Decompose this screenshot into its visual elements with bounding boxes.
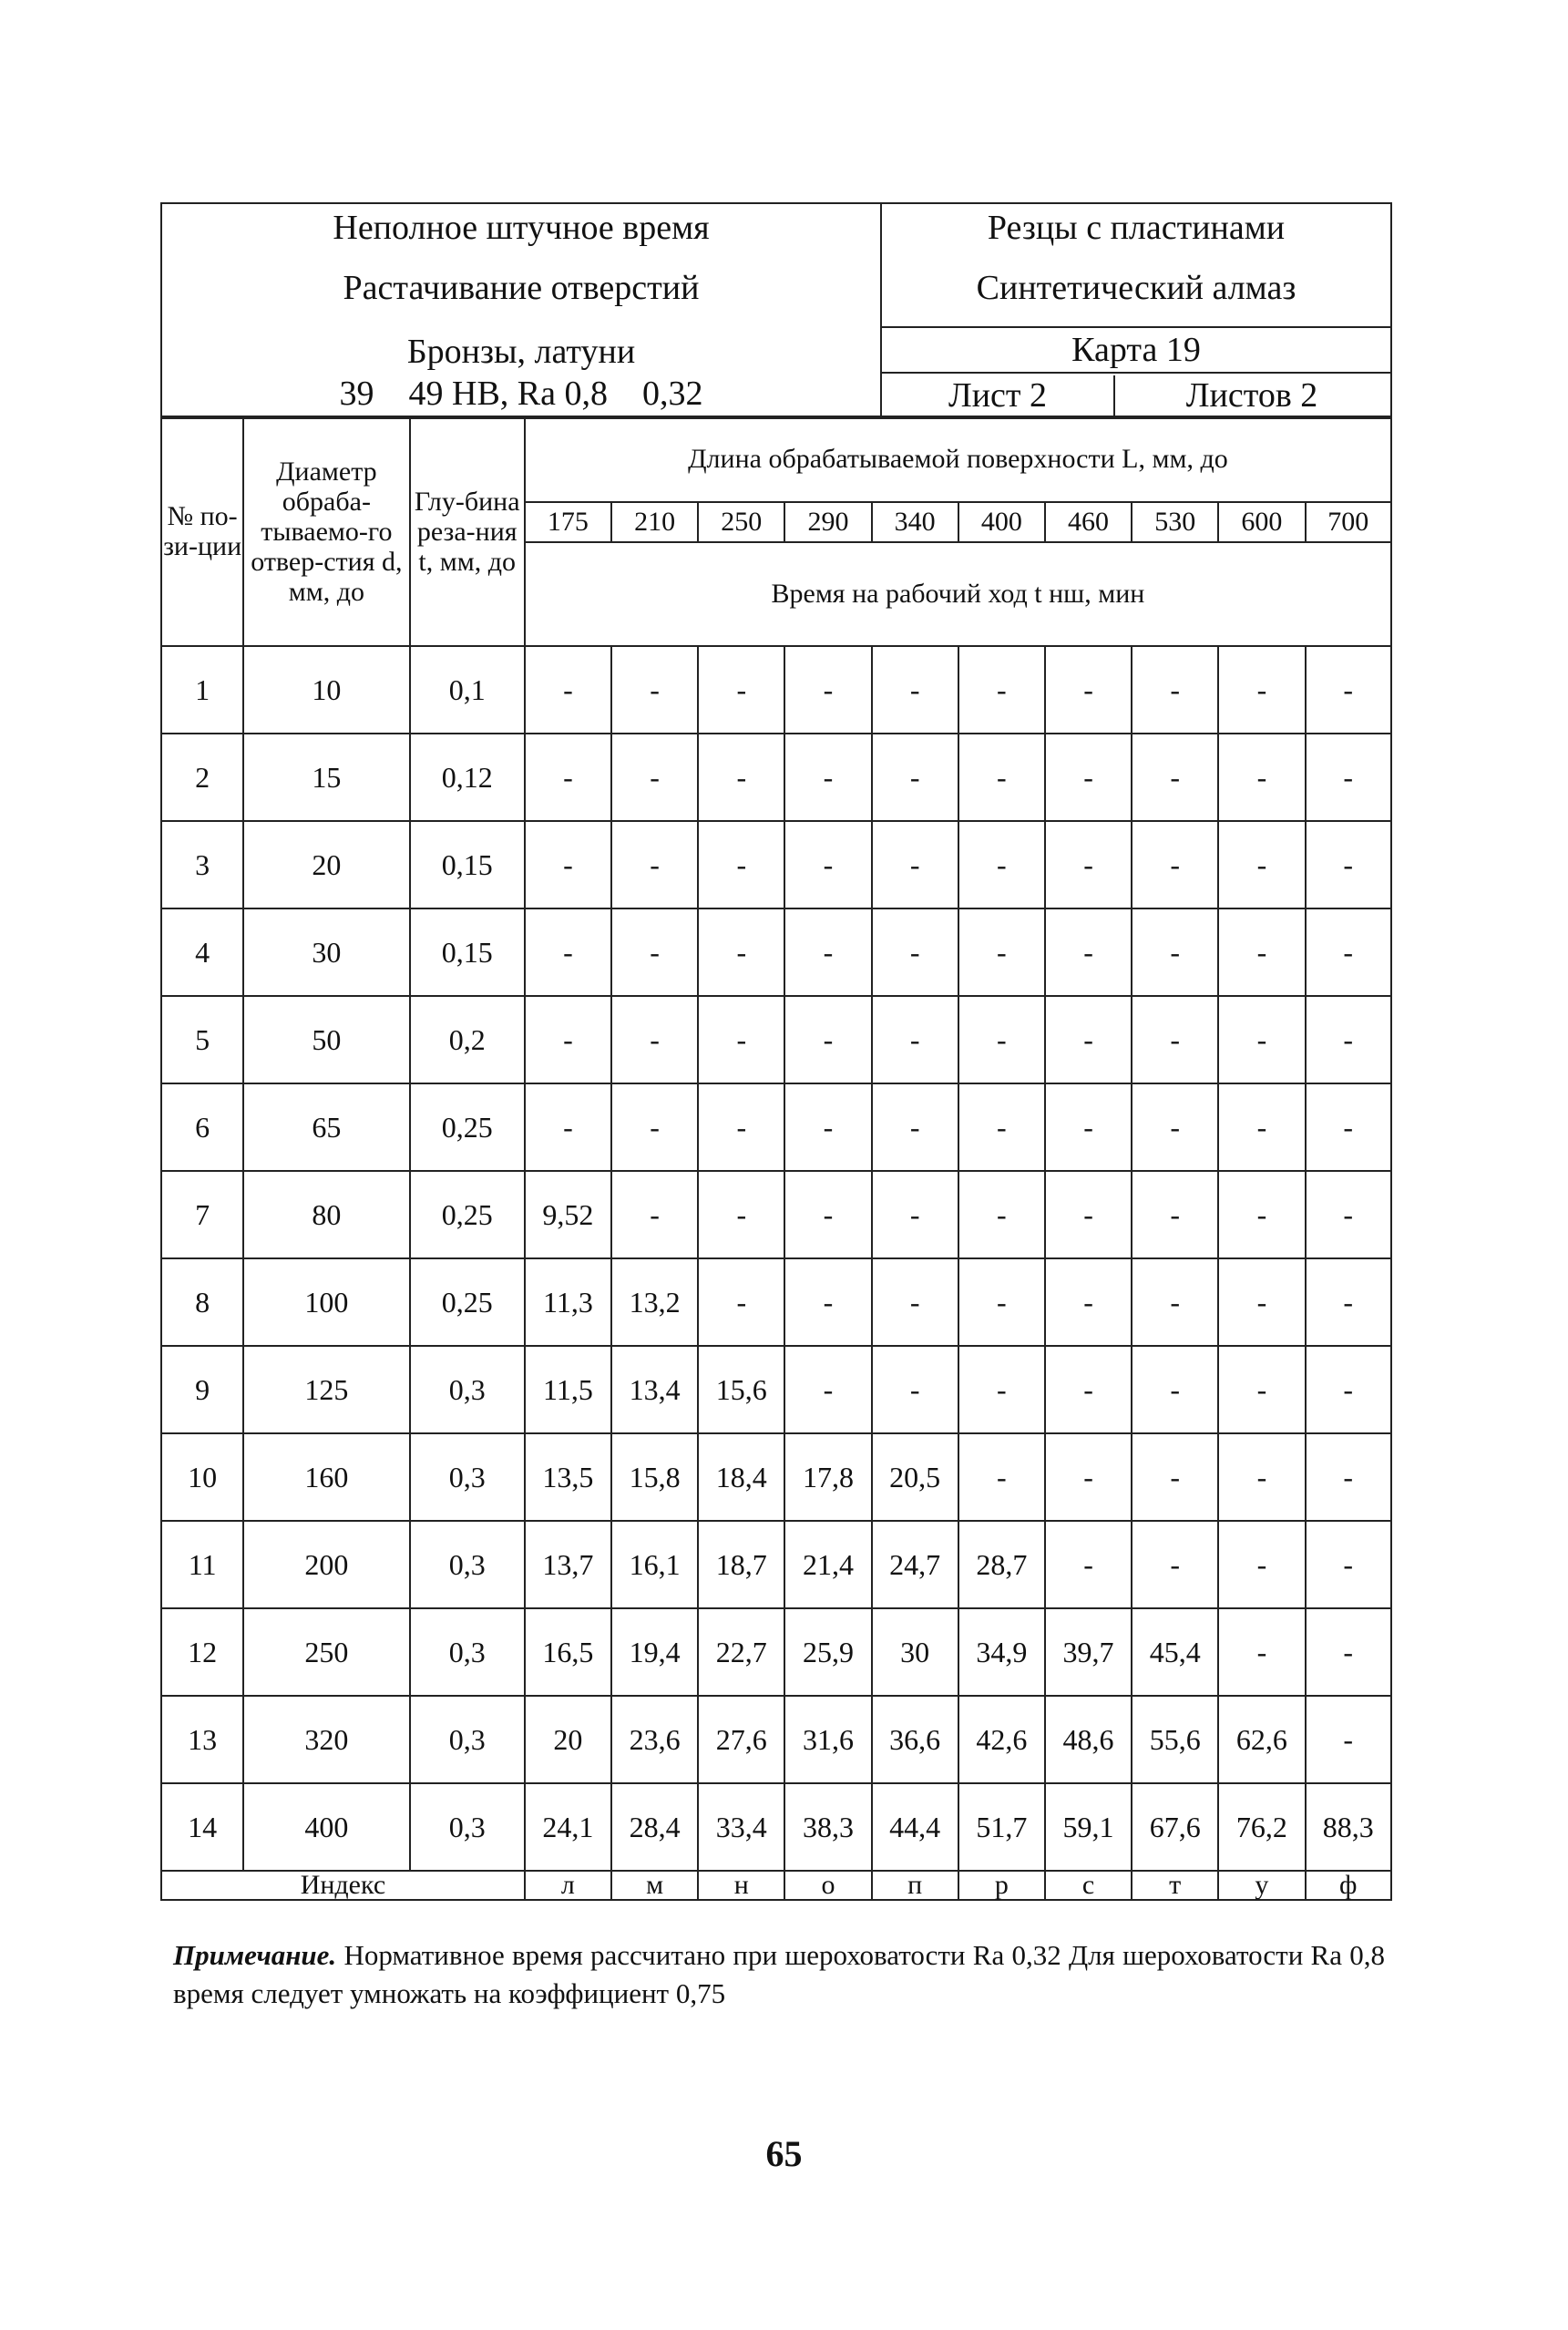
length-header: 700 xyxy=(1306,502,1391,542)
time-cell: - xyxy=(611,734,698,821)
time-cell: - xyxy=(872,908,958,996)
time-cell: - xyxy=(1218,734,1305,821)
index-cell: л xyxy=(525,1871,611,1900)
time-cell: - xyxy=(698,1171,784,1258)
time-cell: 13,5 xyxy=(525,1433,611,1521)
time-cell: - xyxy=(1045,734,1132,821)
time-cell: 21,4 xyxy=(784,1521,871,1608)
depth-cell: 0,3 xyxy=(410,1521,525,1608)
time-cell: 31,6 xyxy=(784,1696,871,1783)
time-cell: - xyxy=(958,1083,1045,1171)
header-tool: Резцы с пластинами xyxy=(987,209,1286,247)
index-cell: р xyxy=(958,1871,1045,1900)
time-cell: - xyxy=(1218,1433,1305,1521)
time-cell: 23,6 xyxy=(611,1696,698,1783)
depth-cell: 0,15 xyxy=(410,821,525,908)
time-cell: - xyxy=(1306,734,1391,821)
time-cell: - xyxy=(1218,1608,1305,1696)
time-cell: 13,4 xyxy=(611,1346,698,1433)
time-cell: - xyxy=(784,646,871,734)
time-cell: - xyxy=(1218,1083,1305,1171)
card-number: Карта 19 xyxy=(1071,331,1201,369)
time-cell: - xyxy=(1306,821,1391,908)
table-row xyxy=(161,1258,1391,1346)
time-cell: - xyxy=(958,734,1045,821)
time-cell: - xyxy=(1132,734,1218,821)
sheet-number: Лист 2 xyxy=(948,376,1048,415)
time-cell: - xyxy=(525,1083,611,1171)
time-cell: 62,6 xyxy=(1218,1696,1305,1783)
length-header: 600 xyxy=(1218,502,1305,542)
time-cell: - xyxy=(958,908,1045,996)
time-cell: - xyxy=(872,996,958,1083)
depth-cell: 0,15 xyxy=(410,908,525,996)
header-left-block xyxy=(162,204,882,417)
table-row xyxy=(161,996,1391,1083)
diameter-cell: 320 xyxy=(243,1696,409,1783)
position-cell: 2 xyxy=(161,734,243,821)
time-cell: 24,7 xyxy=(872,1521,958,1608)
time-cell: - xyxy=(958,1171,1045,1258)
time-cell: 51,7 xyxy=(958,1783,1045,1871)
time-cell: - xyxy=(1045,1258,1132,1346)
time-cell: 25,9 xyxy=(784,1608,871,1696)
header-divider xyxy=(882,326,1390,328)
length-header: 250 xyxy=(698,502,784,542)
depth-cell: 0,12 xyxy=(410,734,525,821)
length-header: 175 xyxy=(525,502,611,542)
time-cell: 16,5 xyxy=(525,1608,611,1696)
time-cell: - xyxy=(1132,1433,1218,1521)
time-cell: 27,6 xyxy=(698,1696,784,1783)
time-cell: - xyxy=(1045,1433,1132,1521)
time-cell: - xyxy=(958,1258,1045,1346)
table-row xyxy=(161,1783,1391,1871)
time-cell: - xyxy=(958,821,1045,908)
diameter-cell: 20 xyxy=(243,821,409,908)
time-cell: - xyxy=(1218,646,1305,734)
table-row xyxy=(161,734,1391,821)
time-cell: - xyxy=(1045,1083,1132,1171)
index-cell: н xyxy=(698,1871,784,1900)
time-cell: - xyxy=(1218,1346,1305,1433)
header-tool-material: Синтетический алмаз xyxy=(976,269,1296,307)
time-cell: - xyxy=(698,908,784,996)
diameter-cell: 80 xyxy=(243,1171,409,1258)
time-cell: - xyxy=(1306,1608,1391,1696)
depth-cell: 0,1 xyxy=(410,646,525,734)
time-cell: - xyxy=(784,1258,871,1346)
header-material: Бронзы, латуни xyxy=(406,333,636,371)
table-row xyxy=(161,1521,1391,1608)
time-cell: - xyxy=(1306,1258,1391,1346)
index-cell: т xyxy=(1132,1871,1218,1900)
time-cell: - xyxy=(1306,908,1391,996)
index-cell: п xyxy=(872,1871,958,1900)
footnote-text: Нормативное время рассчитано при шероховатости Ra 0,32 Для шероховатости Ra 0,8 время следует умножать на коэффициент 0,75 xyxy=(173,1939,1385,2009)
time-cell: - xyxy=(1306,1521,1391,1608)
time-cell: - xyxy=(698,1258,784,1346)
time-cell: - xyxy=(1045,908,1132,996)
depth-cell: 0,3 xyxy=(410,1346,525,1433)
time-cell: 76,2 xyxy=(1218,1783,1305,1871)
time-cell: - xyxy=(698,996,784,1083)
sheets-total: Листов 2 xyxy=(1185,376,1318,415)
position-cell: 9 xyxy=(161,1346,243,1433)
time-cell: - xyxy=(525,646,611,734)
time-cell: - xyxy=(1132,646,1218,734)
time-cell: - xyxy=(1306,1433,1391,1521)
diameter-cell: 10 xyxy=(243,646,409,734)
diameter-cell: 65 xyxy=(243,1083,409,1171)
time-cell: 67,6 xyxy=(1132,1783,1218,1871)
col-header-position: № по-зи-ции xyxy=(161,416,243,646)
diameter-cell: 125 xyxy=(243,1346,409,1433)
time-cell: - xyxy=(784,996,871,1083)
time-cell: - xyxy=(698,646,784,734)
time-cell: 55,6 xyxy=(1132,1696,1218,1783)
table-row xyxy=(161,908,1391,996)
diameter-cell: 400 xyxy=(243,1783,409,1871)
time-cell: 39,7 xyxy=(1045,1608,1132,1696)
time-cell: - xyxy=(525,908,611,996)
diameter-cell: 200 xyxy=(243,1521,409,1608)
time-cell: 88,3 xyxy=(1306,1783,1391,1871)
time-cell: - xyxy=(1306,1696,1391,1783)
position-cell: 10 xyxy=(161,1433,243,1521)
time-cell: 45,4 xyxy=(1132,1608,1218,1696)
time-cell: - xyxy=(1132,821,1218,908)
time-cell: 20 xyxy=(525,1696,611,1783)
time-cell: - xyxy=(1045,996,1132,1083)
time-cell: 44,4 xyxy=(872,1783,958,1871)
time-cell: - xyxy=(1045,1346,1132,1433)
position-cell: 7 xyxy=(161,1171,243,1258)
card-header xyxy=(160,202,1392,419)
depth-cell: 0,25 xyxy=(410,1258,525,1346)
index-cell: о xyxy=(784,1871,871,1900)
time-cell: - xyxy=(1218,908,1305,996)
time-cell: 30 xyxy=(872,1608,958,1696)
time-cell: 38,3 xyxy=(784,1783,871,1871)
diameter-cell: 100 xyxy=(243,1258,409,1346)
time-cell: 42,6 xyxy=(958,1696,1045,1783)
diameter-cell: 250 xyxy=(243,1608,409,1696)
time-cell: - xyxy=(1045,821,1132,908)
depth-cell: 0,3 xyxy=(410,1433,525,1521)
table-row xyxy=(161,646,1391,734)
time-cell: 13,7 xyxy=(525,1521,611,1608)
index-cell: ф xyxy=(1306,1871,1391,1900)
time-cell: - xyxy=(1218,821,1305,908)
time-cell: - xyxy=(784,1346,871,1433)
page-number: 65 xyxy=(765,2133,803,2174)
time-cell: - xyxy=(611,1083,698,1171)
length-header: 460 xyxy=(1045,502,1132,542)
time-cell: 13,2 xyxy=(611,1258,698,1346)
time-cell: - xyxy=(958,646,1045,734)
table-row xyxy=(161,821,1391,908)
time-cell: - xyxy=(784,821,871,908)
length-header: 340 xyxy=(872,502,958,542)
time-cell: - xyxy=(872,1171,958,1258)
time-cell: - xyxy=(1132,1083,1218,1171)
table-row xyxy=(161,1083,1391,1171)
depth-cell: 0,3 xyxy=(410,1696,525,1783)
diameter-cell: 160 xyxy=(243,1433,409,1521)
table-row xyxy=(161,1171,1391,1258)
time-cell: 15,6 xyxy=(698,1346,784,1433)
depth-cell: 0,3 xyxy=(410,1783,525,1871)
time-cell: 18,7 xyxy=(698,1521,784,1608)
length-header: 400 xyxy=(958,502,1045,542)
time-cell: - xyxy=(784,1171,871,1258)
length-header: 290 xyxy=(784,502,871,542)
time-cell: - xyxy=(872,734,958,821)
time-cell: - xyxy=(1218,996,1305,1083)
header-operation: Растачивание отверстий xyxy=(343,269,700,307)
time-cell: - xyxy=(1045,1171,1132,1258)
time-cell: 28,7 xyxy=(958,1521,1045,1608)
depth-cell: 0,2 xyxy=(410,996,525,1083)
time-cell: - xyxy=(611,908,698,996)
header-right-block xyxy=(882,204,1390,417)
time-cell: 48,6 xyxy=(1045,1696,1132,1783)
time-cell: - xyxy=(525,821,611,908)
time-cell: - xyxy=(611,996,698,1083)
time-cell: - xyxy=(698,1083,784,1171)
time-cell: 19,4 xyxy=(611,1608,698,1696)
header-hardness: 39 49 HB, Ra 0,8 0,32 xyxy=(339,375,703,413)
position-cell: 5 xyxy=(161,996,243,1083)
table-row xyxy=(161,1346,1391,1433)
time-cell: - xyxy=(784,734,871,821)
time-cell: - xyxy=(525,996,611,1083)
table-row xyxy=(161,1608,1391,1696)
footnote-label: Примечание. xyxy=(173,1939,337,1971)
position-cell: 14 xyxy=(161,1783,243,1871)
col-header-time: Время на рабочий ход t нш, мин xyxy=(525,542,1391,646)
time-cell: 18,4 xyxy=(698,1433,784,1521)
position-cell: 8 xyxy=(161,1258,243,1346)
time-cell: - xyxy=(611,646,698,734)
time-cell: - xyxy=(1132,1346,1218,1433)
col-header-depth: Глу-бина реза-ния t, мм, до xyxy=(410,416,525,646)
time-cell: - xyxy=(1306,1346,1391,1433)
time-cell: 16,1 xyxy=(611,1521,698,1608)
table-row xyxy=(161,1696,1391,1783)
time-cell: 34,9 xyxy=(958,1608,1045,1696)
position-cell: 4 xyxy=(161,908,243,996)
time-cell: - xyxy=(1306,646,1391,734)
time-norms-table xyxy=(160,416,1392,1901)
time-cell: - xyxy=(698,821,784,908)
position-cell: 13 xyxy=(161,1696,243,1783)
position-cell: 11 xyxy=(161,1521,243,1608)
time-cell: - xyxy=(958,1346,1045,1433)
time-cell: - xyxy=(611,821,698,908)
depth-cell: 0,25 xyxy=(410,1171,525,1258)
time-cell: 20,5 xyxy=(872,1433,958,1521)
length-header: 530 xyxy=(1132,502,1218,542)
time-cell: - xyxy=(872,646,958,734)
header-title: Неполное штучное время xyxy=(333,209,710,247)
time-cell: - xyxy=(525,734,611,821)
time-cell: - xyxy=(698,734,784,821)
header-divider xyxy=(882,372,1390,374)
col-header-diameter: Диаметр обраба-тываемо-го отвер-стия d, мм, до xyxy=(243,416,409,646)
time-cell: - xyxy=(784,908,871,996)
index-row xyxy=(161,1871,1391,1900)
time-cell: - xyxy=(1218,1258,1305,1346)
time-cell: - xyxy=(872,1083,958,1171)
time-cell: - xyxy=(1132,1171,1218,1258)
diameter-cell: 30 xyxy=(243,908,409,996)
time-cell: 11,3 xyxy=(525,1258,611,1346)
footnote xyxy=(173,1936,1385,2013)
time-cell: 9,52 xyxy=(525,1171,611,1258)
position-cell: 12 xyxy=(161,1608,243,1696)
time-cell: 17,8 xyxy=(784,1433,871,1521)
time-cell: - xyxy=(958,1433,1045,1521)
time-cell: - xyxy=(1132,908,1218,996)
time-cell: - xyxy=(872,1346,958,1433)
index-label: Индекс xyxy=(161,1871,525,1900)
length-header: 210 xyxy=(611,502,698,542)
position-cell: 6 xyxy=(161,1083,243,1171)
time-cell: 33,4 xyxy=(698,1783,784,1871)
position-cell: 3 xyxy=(161,821,243,908)
time-cell: 24,1 xyxy=(525,1783,611,1871)
time-cell: - xyxy=(1306,1083,1391,1171)
index-cell: м xyxy=(611,1871,698,1900)
time-cell: - xyxy=(1218,1171,1305,1258)
diameter-cell: 50 xyxy=(243,996,409,1083)
time-cell: 28,4 xyxy=(611,1783,698,1871)
time-cell: - xyxy=(1132,1521,1218,1608)
time-cell: - xyxy=(872,821,958,908)
time-cell: - xyxy=(784,1083,871,1171)
position-cell: 1 xyxy=(161,646,243,734)
time-cell: 15,8 xyxy=(611,1433,698,1521)
index-cell: у xyxy=(1218,1871,1305,1900)
time-cell: - xyxy=(1132,996,1218,1083)
time-cell: - xyxy=(958,996,1045,1083)
time-cell: - xyxy=(872,1258,958,1346)
time-cell: - xyxy=(611,1171,698,1258)
index-cell: с xyxy=(1045,1871,1132,1900)
time-cell: 22,7 xyxy=(698,1608,784,1696)
col-header-length: Длина обрабатываемой поверхности L, мм, до xyxy=(525,416,1391,502)
table-row xyxy=(161,1433,1391,1521)
diameter-cell: 15 xyxy=(243,734,409,821)
time-cell: 59,1 xyxy=(1045,1783,1132,1871)
time-cell: - xyxy=(1218,1521,1305,1608)
time-cell: - xyxy=(1045,1521,1132,1608)
time-cell: - xyxy=(1045,646,1132,734)
depth-cell: 0,25 xyxy=(410,1083,525,1171)
time-cell: - xyxy=(1306,996,1391,1083)
time-cell: 11,5 xyxy=(525,1346,611,1433)
depth-cell: 0,3 xyxy=(410,1608,525,1696)
time-cell: 36,6 xyxy=(872,1696,958,1783)
time-cell: - xyxy=(1132,1258,1218,1346)
time-cell: - xyxy=(1306,1171,1391,1258)
